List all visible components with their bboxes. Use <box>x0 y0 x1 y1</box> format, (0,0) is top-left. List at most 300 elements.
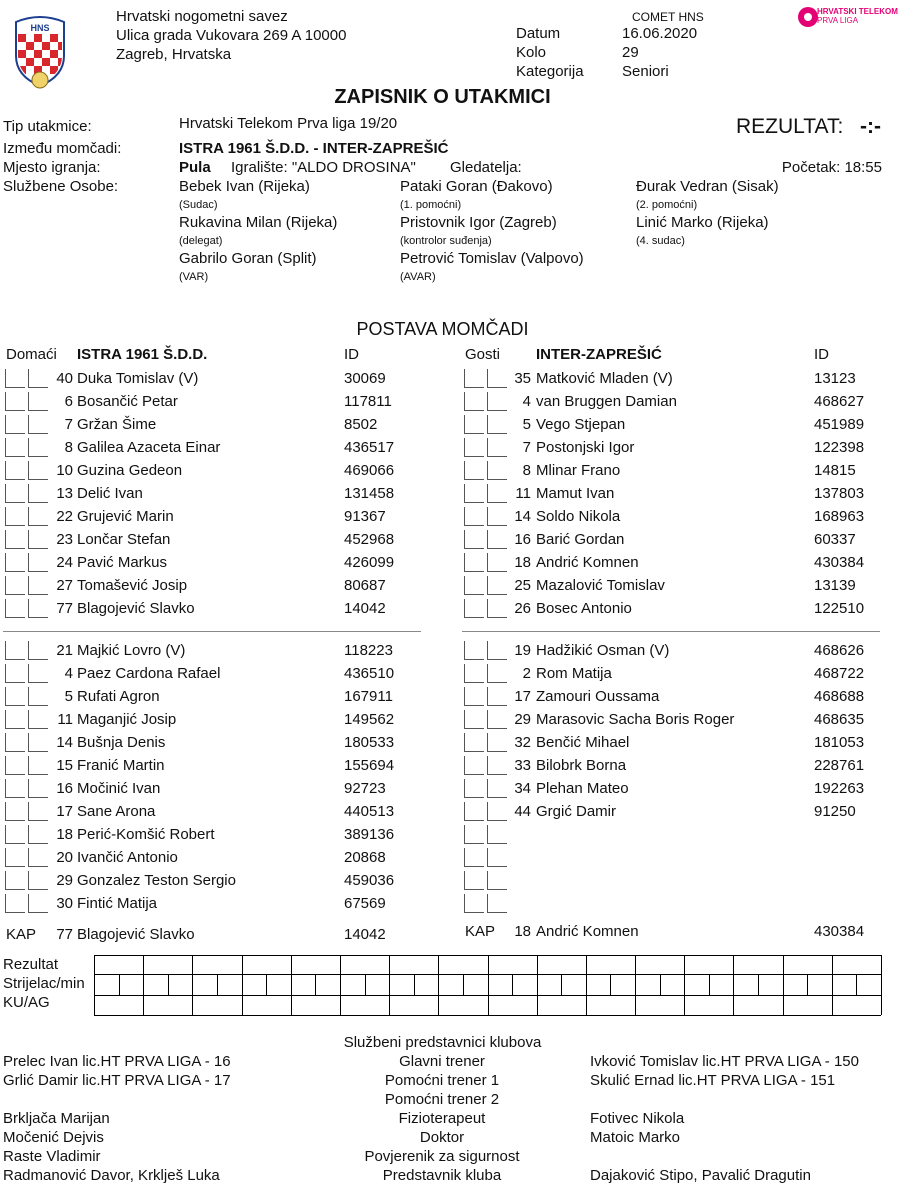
checkbox-sub[interactable] <box>28 802 48 821</box>
ht-logo-line2: PRVA LIGA <box>817 16 859 25</box>
grid-vline <box>94 955 95 1015</box>
away-team-name: INTER-ZAPREŠIĆ <box>536 346 662 363</box>
player-name: Rufati Agron <box>77 688 160 705</box>
player-name: Pavić Markus <box>77 554 168 571</box>
player-id: 167911 <box>344 688 393 705</box>
player-id: 122398 <box>814 439 865 456</box>
grid-vline-minor <box>807 974 808 995</box>
player-number: 18 <box>514 554 531 571</box>
player-name: Matković Mladen (V) <box>536 370 673 387</box>
away-kap-name: Andrić Komnen <box>536 923 639 940</box>
player-id: 137803 <box>814 485 865 502</box>
checkbox-sub[interactable] <box>28 894 48 913</box>
official-name: Linić Marko (Rijeka) <box>636 214 769 231</box>
player-name: Marasovic Sacha Boris Roger <box>536 711 735 728</box>
checkbox-played[interactable] <box>464 664 484 683</box>
checkbox-sub[interactable] <box>487 461 507 480</box>
checkbox-played[interactable] <box>5 438 25 457</box>
player-name: Ivančić Antonio <box>77 849 178 866</box>
kolo-value: 29 <box>622 44 639 61</box>
checkbox-sub[interactable] <box>28 733 48 752</box>
checkbox-sub[interactable] <box>487 779 507 798</box>
grid-vline <box>488 955 489 1015</box>
player-id: 60337 <box>814 531 856 548</box>
grid-vline-minor <box>758 974 759 995</box>
player-id: 436510 <box>344 665 395 682</box>
checkbox-sub[interactable] <box>28 530 48 549</box>
checkbox-sub[interactable] <box>28 438 48 457</box>
checkbox-played[interactable] <box>464 779 484 798</box>
checkbox-sub[interactable] <box>28 507 48 526</box>
checkbox-sub[interactable] <box>487 530 507 549</box>
player-number: 17 <box>514 688 531 705</box>
checkbox-played[interactable] <box>464 710 484 729</box>
away-kap-no: 18 <box>514 923 531 940</box>
player-name: Maganjić Josip <box>77 711 177 728</box>
player-name: Duka Tomislav (V) <box>77 370 199 387</box>
player-name: Gržan Šime <box>77 416 157 433</box>
checkbox-played[interactable] <box>5 392 25 411</box>
grid-vline-minor <box>709 974 710 995</box>
checkbox-played[interactable] <box>5 687 25 706</box>
official-name: Bebek Ivan (Rijeka) <box>179 178 310 195</box>
checkbox-sub[interactable] <box>487 894 507 913</box>
checkbox-sub[interactable] <box>28 415 48 434</box>
staff-home: Grlić Damir lic.HT PRVA LIGA - 17 <box>3 1072 231 1089</box>
checkbox-played[interactable] <box>464 894 484 913</box>
staff-role: Doktor <box>419 1129 465 1146</box>
checkbox-sub[interactable] <box>28 576 48 595</box>
player-name: Barić Gordan <box>536 531 625 548</box>
checkbox-sub[interactable] <box>487 392 507 411</box>
player-id: 168963 <box>814 508 865 525</box>
player-number: 40 <box>56 370 73 387</box>
checkbox-played[interactable] <box>5 530 25 549</box>
checkbox-played[interactable] <box>5 733 25 752</box>
checkbox-sub[interactable] <box>487 641 507 660</box>
grid-vline-minor <box>463 974 464 995</box>
grid-vline-minor <box>168 974 169 995</box>
checkbox-sub[interactable] <box>487 802 507 821</box>
player-number: 21 <box>56 642 73 659</box>
player-name: Gonzalez Teston Sergio <box>77 872 236 889</box>
player-number: 30 <box>56 895 73 912</box>
checkbox-sub[interactable] <box>28 599 48 618</box>
player-id: 180533 <box>344 734 395 751</box>
checkbox-played[interactable] <box>5 461 25 480</box>
system-name: COMET HNS <box>632 10 704 24</box>
checkbox-played[interactable] <box>5 710 25 729</box>
player-number: 8 <box>64 439 73 456</box>
grid-vline-minor <box>856 974 857 995</box>
page-title: ZAPISNIK O UTAKMICI <box>334 86 551 108</box>
player-number: 10 <box>56 462 73 479</box>
checkbox-played[interactable] <box>5 894 25 913</box>
grid-hline <box>94 1015 881 1016</box>
rezultat-label: REZULTAT: <box>736 115 844 138</box>
grid-vline <box>783 955 784 1015</box>
grid-vline <box>586 955 587 1015</box>
checkbox-played[interactable] <box>464 507 484 526</box>
datum-label: Datum <box>516 25 561 42</box>
player-name: Mamut Ivan <box>536 485 615 502</box>
official-name: Pataki Goran (Đakovo) <box>400 178 553 195</box>
official-role: (Sudac) <box>179 199 218 211</box>
checkbox-sub[interactable] <box>487 756 507 775</box>
checkbox-sub[interactable] <box>487 871 507 890</box>
checkbox-played[interactable] <box>464 530 484 549</box>
player-id: 468722 <box>814 665 865 682</box>
gledatelja-label: Gledatelja: <box>450 159 522 176</box>
player-number: 33 <box>514 757 531 774</box>
player-name: Guzina Gedeon <box>77 462 183 479</box>
staff-role: Pomoćni trener 2 <box>384 1091 500 1108</box>
player-number: 29 <box>514 711 531 728</box>
checkbox-played[interactable] <box>464 599 484 618</box>
home-kap-name: Blagojević Slavko <box>77 926 195 943</box>
checkbox-sub[interactable] <box>487 825 507 844</box>
player-id: 469066 <box>344 462 395 479</box>
checkbox-sub[interactable] <box>28 871 48 890</box>
player-name: Sane Arona <box>77 803 156 820</box>
grid-vline-minor <box>365 974 366 995</box>
away-divider <box>462 631 880 632</box>
checkbox-played[interactable] <box>5 871 25 890</box>
player-number: 18 <box>56 826 73 843</box>
grid-vline-minor <box>315 974 316 995</box>
player-number: 25 <box>514 577 531 594</box>
grid-vline <box>635 955 636 1015</box>
player-number: 11 <box>515 485 531 502</box>
checkbox-sub[interactable] <box>28 687 48 706</box>
player-name: Grujević Marin <box>77 508 174 525</box>
checkbox-sub[interactable] <box>28 553 48 572</box>
away-kap-id: 430384 <box>814 923 865 940</box>
checkbox-played[interactable] <box>5 507 25 526</box>
player-name: Andrić Komnen <box>536 554 639 571</box>
tip-label: Tip utakmice: <box>3 118 92 135</box>
checkbox-sub[interactable] <box>487 415 507 434</box>
player-number: 35 <box>514 370 531 387</box>
federation-name: Hrvatski nogometni savez <box>116 8 288 25</box>
checkbox-sub[interactable] <box>28 641 48 660</box>
player-number: 23 <box>56 531 73 548</box>
home-kap-label: KAP <box>6 926 37 943</box>
player-name: Zamouri Oussama <box>536 688 660 705</box>
svg-text:HNS: HNS <box>30 23 50 33</box>
player-id: 389136 <box>344 826 395 843</box>
grid-vline <box>291 955 292 1015</box>
player-id: 468635 <box>814 711 865 728</box>
player-number: 17 <box>56 803 73 820</box>
staff-role: Fizioterapeut <box>398 1110 486 1127</box>
checkbox-sub[interactable] <box>28 710 48 729</box>
player-id: 426099 <box>344 554 395 571</box>
player-name: Močinić Ivan <box>77 780 161 797</box>
player-id: 228761 <box>814 757 865 774</box>
official-name: Gabrilo Goran (Split) <box>179 250 317 267</box>
checkbox-played[interactable] <box>5 576 25 595</box>
grid-vline-minor <box>119 974 120 995</box>
pocetak-value: Početak: 18:55 <box>781 159 882 176</box>
player-number: 44 <box>514 803 531 820</box>
checkbox-sub[interactable] <box>487 553 507 572</box>
home-kap-id: 14042 <box>344 926 386 943</box>
home-team-name: ISTRA 1961 Š.D.D. <box>77 346 208 363</box>
grid-vline-minor <box>414 974 415 995</box>
checkbox-sub[interactable] <box>487 664 507 683</box>
staff-away: Fotivec Nikola <box>590 1110 685 1127</box>
staff-away: Ivković Tomislav lic.HT PRVA LIGA - 150 <box>590 1053 859 1070</box>
checkbox-played[interactable] <box>464 825 484 844</box>
player-number: 2 <box>522 665 531 682</box>
teams-value: ISTRA 1961 Š.D.D. - INTER-ZAPREŠIĆ <box>179 140 449 157</box>
player-id: 13123 <box>814 370 856 387</box>
player-name: Majkić Lovro (V) <box>77 642 186 659</box>
staff-home: Radmanović Davor, Krklješ Luka <box>3 1167 220 1184</box>
ht-logo-line1: HRVATSKI TELEKOM <box>817 7 898 16</box>
checkbox-played[interactable] <box>464 576 484 595</box>
player-number: 11 <box>57 711 73 728</box>
grid-strijelac-label: Strijelac/min <box>3 975 85 992</box>
staff-title: Službeni predstavnici klubova <box>343 1034 542 1051</box>
player-id: 14815 <box>814 462 856 479</box>
tip-value: Hrvatski Telekom Prva liga 19/20 <box>179 115 398 132</box>
player-name: Fintić Matija <box>77 895 158 912</box>
checkbox-played[interactable] <box>464 848 484 867</box>
checkbox-played[interactable] <box>5 415 25 434</box>
player-name: Soldo Nikola <box>536 508 621 525</box>
player-id: 451989 <box>814 416 865 433</box>
checkbox-sub[interactable] <box>28 484 48 503</box>
away-kap-label: KAP <box>465 923 496 940</box>
checkbox-played[interactable] <box>5 369 25 388</box>
player-number: 5 <box>64 688 73 705</box>
checkbox-sub[interactable] <box>487 576 507 595</box>
player-id: 436517 <box>344 439 395 456</box>
player-name: Blagojević Slavko <box>77 600 195 617</box>
player-id: 131458 <box>344 485 395 502</box>
checkbox-sub[interactable] <box>28 664 48 683</box>
grid-vline <box>684 955 685 1015</box>
checkbox-sub[interactable] <box>487 484 507 503</box>
federation-city: Zagreb, Hrvatska <box>116 46 232 63</box>
player-name: Delić Ivan <box>77 485 143 502</box>
checkbox-sub[interactable] <box>28 779 48 798</box>
player-id: 13139 <box>814 577 856 594</box>
checkbox-played[interactable] <box>464 369 484 388</box>
player-name: Bilobrk Borna <box>536 757 627 774</box>
grid-vline <box>192 955 193 1015</box>
checkbox-sub[interactable] <box>28 756 48 775</box>
checkbox-played[interactable] <box>5 756 25 775</box>
checkbox-played[interactable] <box>5 664 25 683</box>
grid-vline-minor <box>217 974 218 995</box>
mjesto-label: Mjesto igranja: <box>3 159 101 176</box>
player-name: Mazalović Tomislav <box>536 577 665 594</box>
staff-home: Močenić Dejvis <box>3 1129 104 1146</box>
player-name: Hadžikić Osman (V) <box>536 642 670 659</box>
player-id: 117811 <box>344 393 392 410</box>
datum-value: 16.06.2020 <box>622 25 698 42</box>
hns-logo <box>13 14 67 90</box>
checkbox-sub[interactable] <box>28 461 48 480</box>
player-name: Tomašević Josip <box>77 577 188 594</box>
player-id: 92723 <box>344 780 386 797</box>
checkbox-sub[interactable] <box>487 599 507 618</box>
checkbox-sub[interactable] <box>487 710 507 729</box>
player-id: 30069 <box>344 370 386 387</box>
official-role: (AVAR) <box>400 271 436 283</box>
kategorija-label: Kategorija <box>516 63 584 80</box>
player-name: Benčić Mihael <box>536 734 630 751</box>
grid-vline <box>143 955 144 1015</box>
player-name: Bosančić Petar <box>77 393 178 410</box>
player-id: 8502 <box>344 416 378 433</box>
checkbox-played[interactable] <box>464 641 484 660</box>
checkbox-played[interactable] <box>5 802 25 821</box>
checkbox-played[interactable] <box>464 553 484 572</box>
player-number: 4 <box>522 393 531 410</box>
official-role: (delegat) <box>179 235 223 247</box>
player-name: Bušnja Denis <box>77 734 166 751</box>
away-id-header: ID <box>814 346 829 363</box>
player-id: 91367 <box>344 508 386 525</box>
official-role: (2. pomoćni) <box>636 199 698 211</box>
player-name: Franić Martin <box>77 757 165 774</box>
player-number: 14 <box>56 734 73 751</box>
kolo-label: Kolo <box>516 44 547 61</box>
grid-vline <box>389 955 390 1015</box>
player-number: 14 <box>514 508 531 525</box>
player-id: 440513 <box>344 803 395 820</box>
player-id: 20868 <box>344 849 386 866</box>
checkbox-sub[interactable] <box>28 392 48 411</box>
checkbox-played[interactable] <box>464 415 484 434</box>
federation-address: Ulica grada Vukovara 269 A 10000 <box>116 27 347 44</box>
player-id: 468688 <box>814 688 865 705</box>
player-number: 4 <box>64 665 73 682</box>
player-number: 16 <box>514 531 531 548</box>
grid-vline <box>537 955 538 1015</box>
checkbox-played[interactable] <box>464 392 484 411</box>
checkbox-played[interactable] <box>464 484 484 503</box>
checkbox-played[interactable] <box>5 641 25 660</box>
player-number: 7 <box>522 439 531 456</box>
official-name: Petrović Tomislav (Valpovo) <box>400 250 584 267</box>
checkbox-played[interactable] <box>464 438 484 457</box>
staff-role: Glavni trener <box>399 1053 485 1070</box>
player-number: 26 <box>514 600 531 617</box>
checkbox-sub[interactable] <box>28 848 48 867</box>
player-number: 6 <box>64 393 73 410</box>
player-number: 24 <box>56 554 73 571</box>
staff-home: Brkljača Marijan <box>3 1110 110 1127</box>
player-number: 7 <box>64 416 73 433</box>
player-id: 118223 <box>344 642 393 659</box>
checkbox-sub[interactable] <box>487 687 507 706</box>
player-id: 430384 <box>814 554 865 571</box>
player-name: Paez Cardona Rafael <box>77 665 221 682</box>
player-number: 19 <box>514 642 531 659</box>
player-id: 149562 <box>344 711 395 728</box>
staff-away: Skulić Ernad lic.HT PRVA LIGA - 151 <box>590 1072 836 1089</box>
player-number: 20 <box>56 849 73 866</box>
player-name: Perić-Komšić Robert <box>77 826 215 843</box>
staff-role: Predstavnik kluba <box>382 1167 502 1184</box>
grid-vline-minor <box>610 974 611 995</box>
checkbox-sub[interactable] <box>487 369 507 388</box>
player-number: 32 <box>514 734 531 751</box>
player-name: Lončar Stefan <box>77 531 171 548</box>
checkbox-sub[interactable] <box>487 733 507 752</box>
player-number: 16 <box>56 780 73 797</box>
staff-role: Povjerenik za sigurnost <box>364 1148 520 1165</box>
checkbox-sub[interactable] <box>28 369 48 388</box>
checkbox-played[interactable] <box>5 825 25 844</box>
checkbox-sub[interactable] <box>487 438 507 457</box>
player-id: 468626 <box>814 642 865 659</box>
staff-away: Matoic Marko <box>590 1129 681 1146</box>
staff-home: Raste Vladimir <box>3 1148 101 1165</box>
player-id: 67569 <box>344 895 386 912</box>
checkbox-sub[interactable] <box>487 848 507 867</box>
official-role: (4. sudac) <box>636 235 685 247</box>
checkbox-played[interactable] <box>464 687 484 706</box>
staff-away: Dajaković Stipo, Pavalić Dragutin <box>590 1167 811 1184</box>
sluzbene-label: Službene Osobe: <box>3 178 119 195</box>
official-name: Pristovnik Igor (Zagreb) <box>400 214 557 231</box>
ball-icon <box>797 6 819 28</box>
checkbox-played[interactable] <box>464 802 484 821</box>
home-id-header: ID <box>344 346 359 363</box>
checkbox-played[interactable] <box>464 871 484 890</box>
grid-vline <box>733 955 734 1015</box>
player-number: 34 <box>514 780 531 797</box>
player-name: Bosec Antonio <box>536 600 632 617</box>
grid-kuag-label: KU/AG <box>3 994 50 1011</box>
player-number: 8 <box>522 462 531 479</box>
checkbox-sub[interactable] <box>487 507 507 526</box>
checkbox-played[interactable] <box>464 461 484 480</box>
checkbox-played[interactable] <box>5 848 25 867</box>
grid-vline <box>438 955 439 1015</box>
checkbox-played[interactable] <box>5 779 25 798</box>
official-role: (VAR) <box>179 271 209 283</box>
staff-role: Pomoćni trener 1 <box>384 1072 500 1089</box>
player-name: Vego Stjepan <box>536 416 626 433</box>
player-id: 80687 <box>344 577 386 594</box>
player-name: Grgić Damir <box>536 803 617 820</box>
checkbox-played[interactable] <box>5 484 25 503</box>
grid-vline-minor <box>266 974 267 995</box>
checkbox-played[interactable] <box>5 553 25 572</box>
checkbox-sub[interactable] <box>28 825 48 844</box>
player-name: Galilea Azaceta Einar <box>77 439 221 456</box>
lineup-title: POSTAVA MOMČADI <box>356 319 529 339</box>
grid-vline <box>242 955 243 1015</box>
checkbox-played[interactable] <box>5 599 25 618</box>
player-id: 468627 <box>814 393 865 410</box>
player-id: 155694 <box>344 757 395 774</box>
grid-vline <box>832 955 833 1015</box>
player-number: 15 <box>56 757 73 774</box>
home-label: Domaći <box>6 346 57 363</box>
checkbox-played[interactable] <box>464 756 484 775</box>
player-number: 13 <box>56 485 73 502</box>
checkbox-played[interactable] <box>464 733 484 752</box>
player-name: van Bruggen Damian <box>536 393 677 410</box>
